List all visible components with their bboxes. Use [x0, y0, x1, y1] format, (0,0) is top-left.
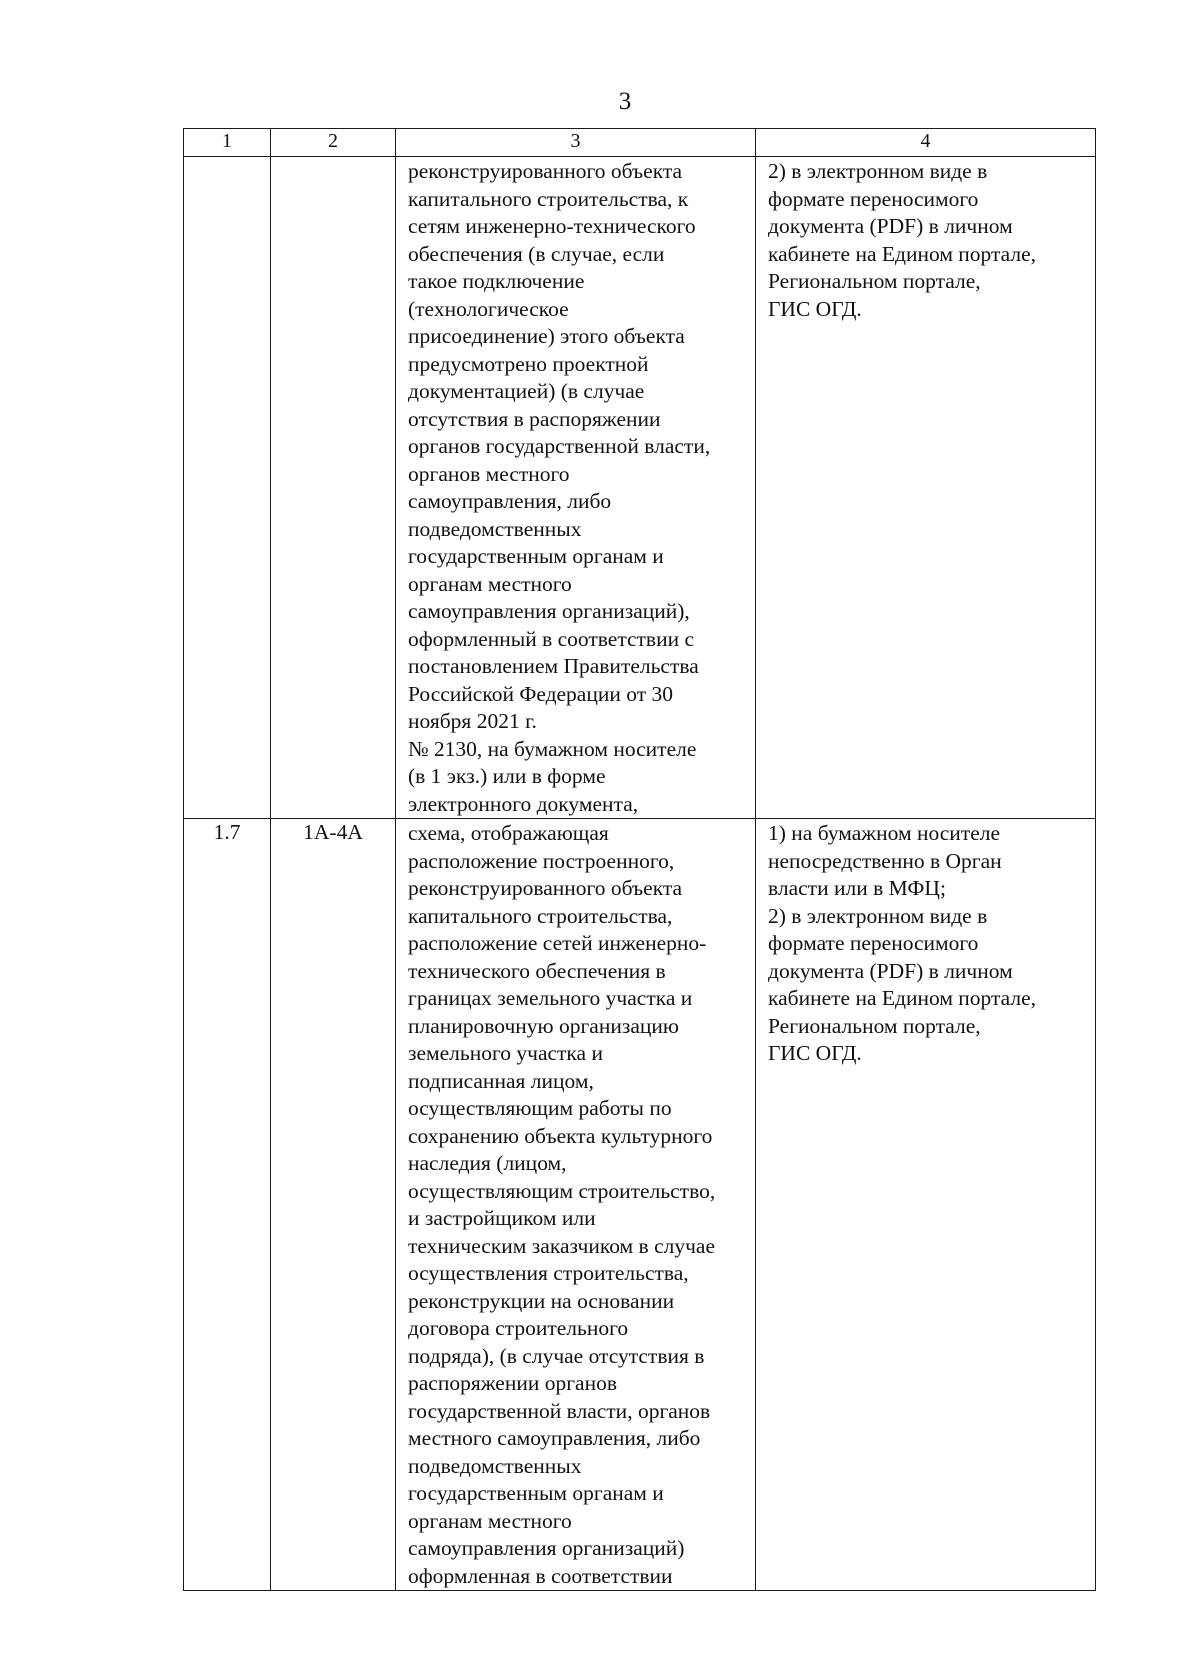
- applicant-category-cell: 1А-4А: [271, 819, 396, 1591]
- table-header-row: [184, 129, 1096, 157]
- document-description-cell: реконструированного объекта капитального строительства, к сетям инженерно-технического обеспечения (в случае, если такое подключение (технологическое присоединение) этого объекта предусмотрено проектной документацией) (в случае отсутствия в распоряжении органов государственной власти, органов местного самоуправления, либо подведомственных государственным органам и органам местного самоуправления организаций), оформленный в соответствии с постановлением Правительства Российской Федерации от 30 ноября 2021 г. № 2130, на бумажном носителе (в 1 экз.) или в форме электронного документа,: [396, 157, 756, 819]
- column-header-1: 1: [184, 129, 271, 157]
- column-header-4: 4: [756, 129, 1096, 157]
- row-number-cell: 1.7: [184, 819, 271, 1591]
- submission-method-cell: 1) на бумажном носителе непосредственно в Орган власти или в МФЦ; 2) в электронном виде в формате переносимого документа (PDF) в личном кабинете на Едином портале, Региональном портале, ГИС ОГД.: [756, 819, 1096, 1591]
- column-header-3: 3: [396, 129, 756, 157]
- submission-method-cell: 2) в электронном виде в формате переносимого документа (PDF) в личном кабинете на Едином портале, Региональном портале, ГИС ОГД.: [756, 157, 1096, 819]
- applicant-category-cell: [271, 157, 396, 819]
- table-row: [184, 157, 1096, 819]
- page-number: 3: [618, 88, 632, 115]
- table-row: [184, 819, 1096, 1591]
- document-table: [183, 128, 1096, 1591]
- row-number-cell: [184, 157, 271, 819]
- document-description-cell: схема, отображающая расположение построенного, реконструированного объекта капитального строительства, расположение сетей инженерно- технического обеспечения в границах земельного участка и планировочную организацию земельного участка и подписанная лицом, осуществляющим работы по сохранению объекта культурного наследия (лицом, осуществляющим строительство, и застройщиком или техническим заказчиком в случае осуществления строительства, реконструкции на основании договора строительного подряда), (в случае отсутствия в распоряжении органов государственной власти, органов местного самоуправления, либо подведомственных государственным органам и органам местного самоуправления организаций) оформленная в соответствии: [396, 819, 756, 1591]
- column-header-2: 2: [271, 129, 396, 157]
